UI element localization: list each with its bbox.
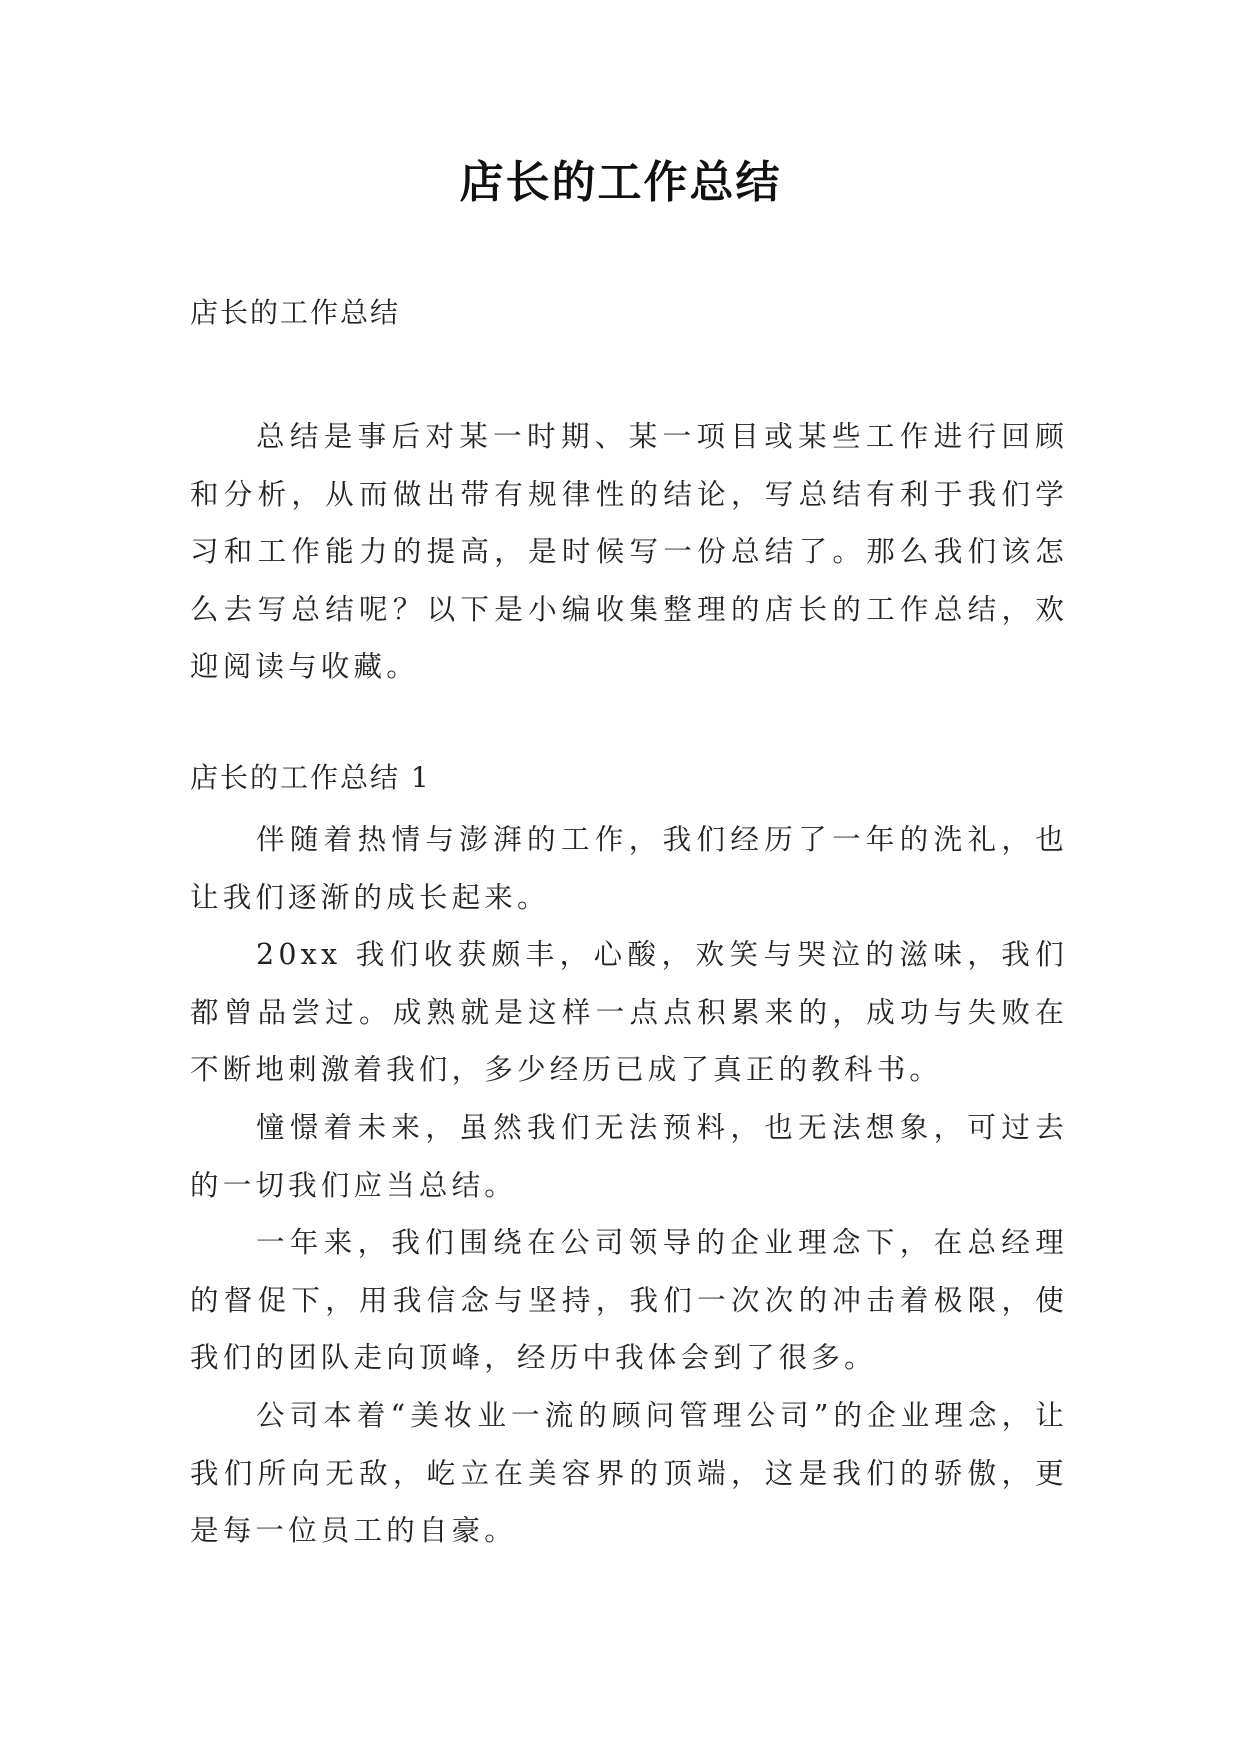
- body-paragraph: 伴随着热情与澎湃的工作，我们经历了一年的洗礼，也让我们逐渐的成长起来。: [190, 823, 1068, 914]
- body-paragraph: 20xx 我们收获颇丰，心酸，欢笑与哭泣的滋味，我们都曾品尝过。成熟就是这样一点点积累来的，成功与失败在不断地刺激着我们，多少经历已成了真正的教科书。: [190, 938, 1068, 1086]
- body-paragraph: 憧憬着未来，虽然我们无法预料，也无法想象，可过去的一切我们应当总结。: [190, 1111, 1068, 1202]
- document-title: 店长的工作总结: [459, 157, 782, 208]
- intro-paragraph: 总结是事后对某一时期、某一项目或某些工作进行回顾和分析，从而做出带有规律性的结论，写总结有利于我们学习和工作能力的提高，是时候写一份总结了。那么我们该怎么去写总结呢？以下是小编收集整理的店长的工作总结，欢迎阅读与收藏。: [190, 420, 1068, 683]
- body-paragraph: 一年来，我们围绕在公司领导的企业理念下，在总经理的督促下，用我信念与坚持，我们一次次的冲击着极限，使我们的团队走向顶峰，经历中我体会到了很多。: [190, 1226, 1068, 1374]
- section-heading: 店长的工作总结 1: [190, 761, 431, 794]
- document-subtitle: 店长的工作总结: [190, 296, 401, 329]
- body-paragraph: 公司本着“美妆业一流的顾问管理公司”的企业理念，让我们所向无敌，屹立在美容界的顶端，这是我们的骄傲，更是每一位员工的自豪。: [190, 1399, 1068, 1547]
